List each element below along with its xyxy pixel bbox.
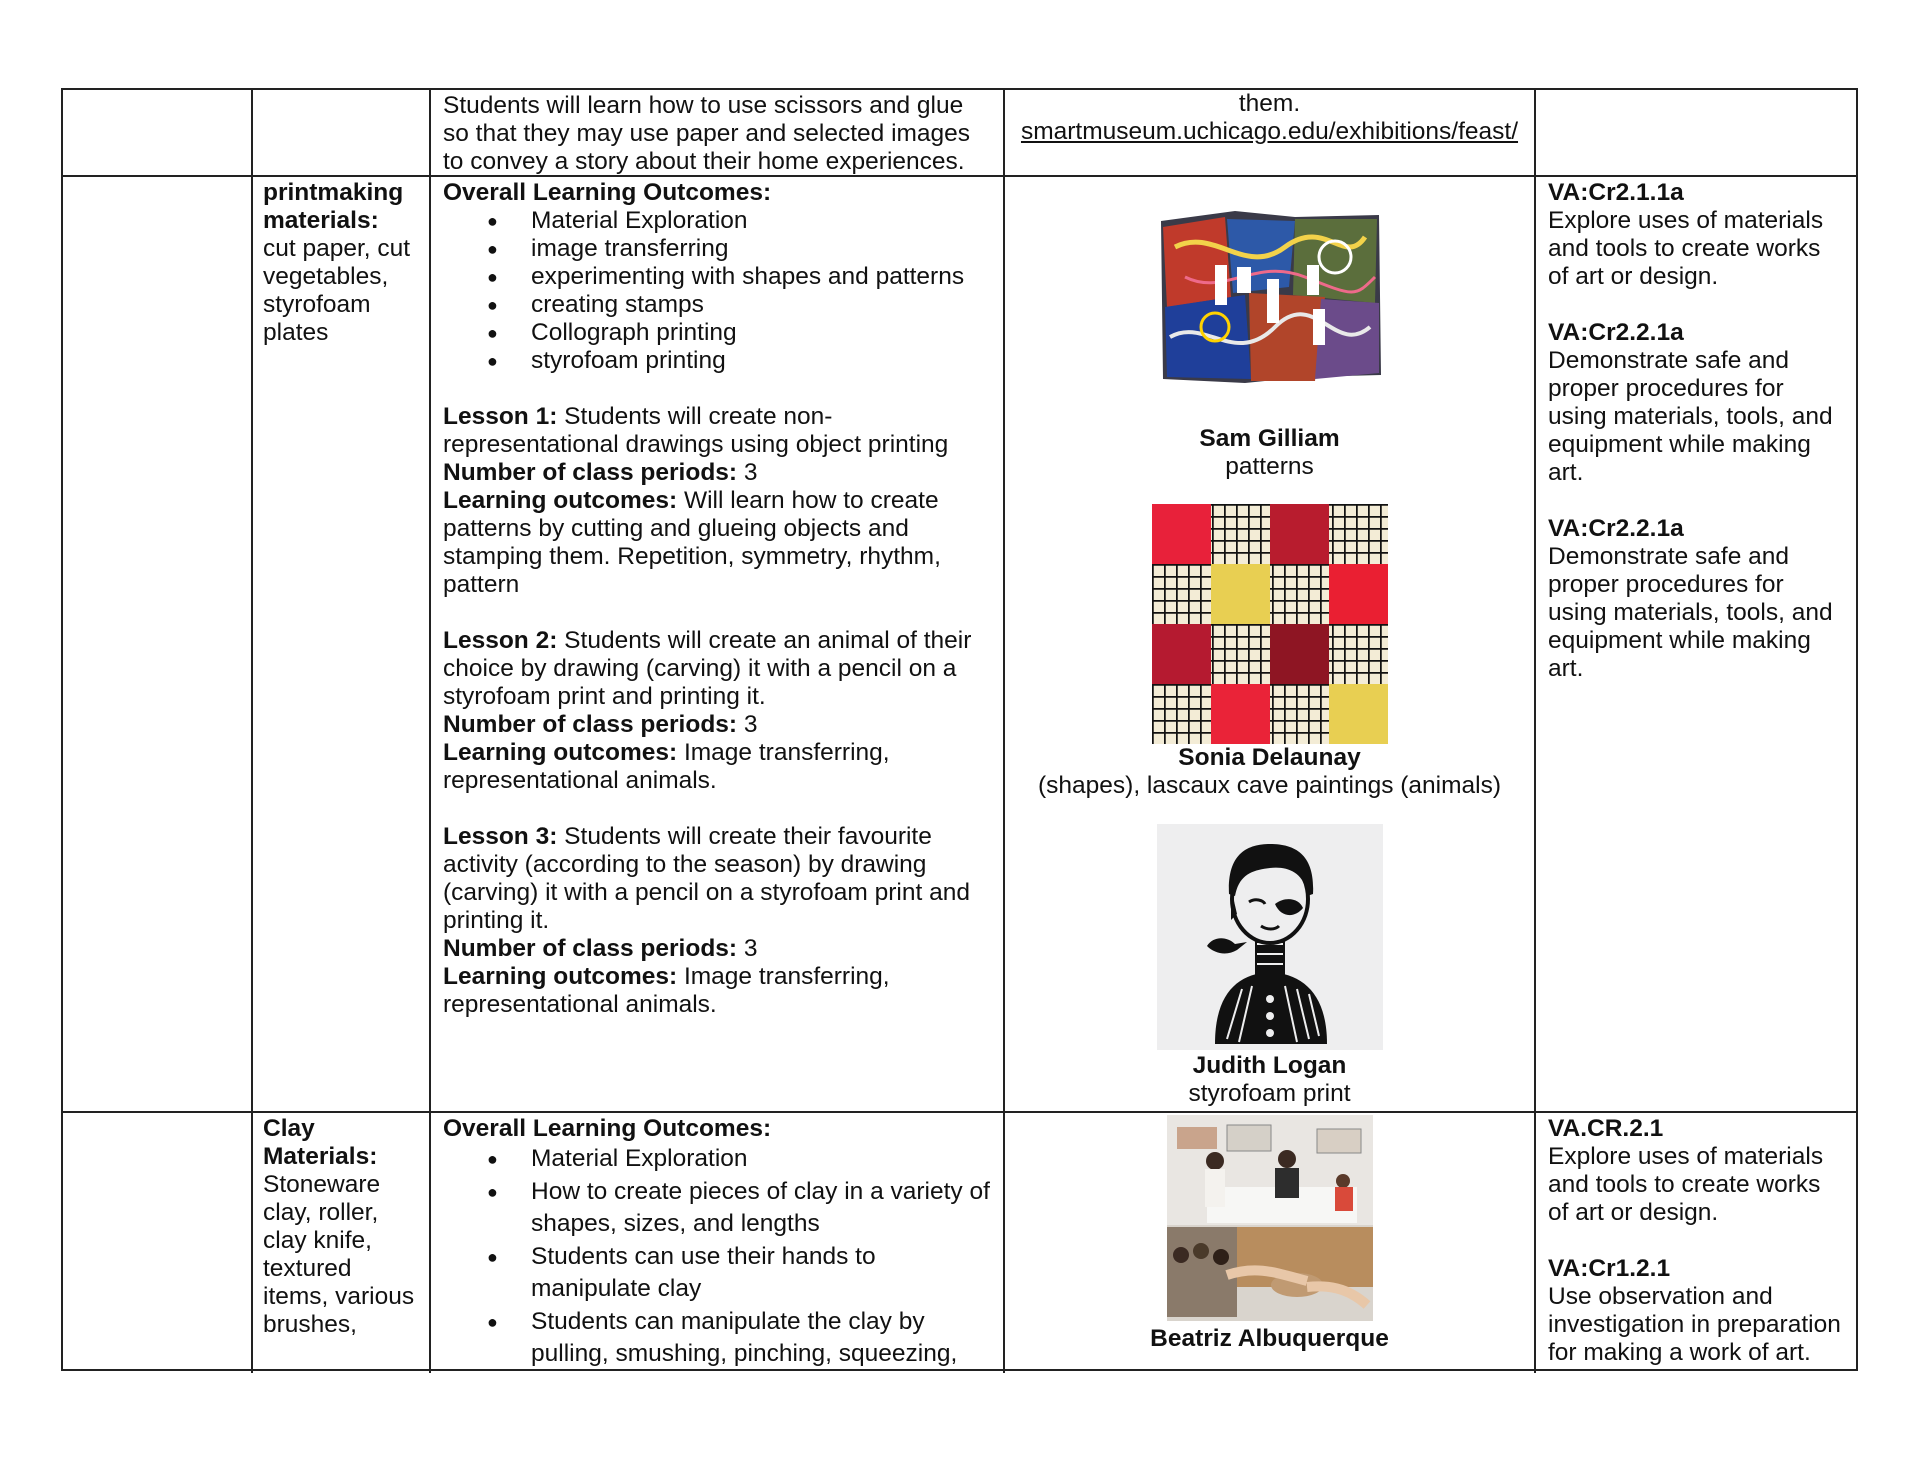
artist-name: Judith Logan [1192, 1052, 1347, 1079]
artist-name: Sonia Delaunay [1178, 744, 1361, 771]
outcomes-title: Overall Learning Outcomes: [443, 1115, 772, 1142]
outcomes-cell [431, 177, 1005, 1111]
artists-cell [1005, 1113, 1536, 1373]
list-item: ● Students can use their hands to manipulate clay [443, 1241, 991, 1306]
list-item: ● How to create pieces of clay in a variety of shapes, sizes, and lengths [443, 1176, 991, 1241]
standard-code: VA:Cr2.2.1a [1548, 515, 1684, 542]
lesson-plan-table [61, 88, 1858, 1371]
materials-text: Stoneware clay, roller, clay knife, textured items, various brushes, [263, 1171, 415, 1338]
description-cell [431, 90, 1005, 175]
materials-cell [253, 177, 431, 1111]
outcomes-label: Learning outcomes: [443, 739, 678, 766]
periods-label: Number of class periods: [443, 711, 738, 738]
outcomes-cell [431, 1113, 1005, 1373]
standard-text: Explore uses of materials and tools to create works of art or design. [1548, 1143, 1824, 1226]
beatriz-albuquerque-photo-image [1167, 1115, 1373, 1321]
empty-cell [63, 177, 253, 1111]
sam-gilliam-artwork-image [1155, 207, 1385, 387]
outcomes-text: Image transferring, representational animals. [443, 963, 890, 1018]
materials-text: cut paper, cut vegetables, styrofoam plates [263, 235, 411, 346]
lesson-title: Lesson 2: [443, 627, 558, 654]
materials-title: printmaking materials: [263, 179, 404, 234]
empty-cell [253, 90, 431, 175]
outcomes-label: Learning outcomes: [443, 487, 678, 514]
periods-value: 3 [737, 935, 758, 962]
artist-note: patterns [1225, 453, 1314, 480]
lesson-3 [443, 823, 991, 1019]
outcomes-text: Will learn how to create patterns by cutting and glueing objects and stamping them. Repetition, symmetry, rhythm, pattern [443, 487, 941, 598]
periods-value: 3 [737, 711, 758, 738]
sonia-delaunay-artwork-image [1152, 504, 1388, 744]
lesson-title: Lesson 1: [443, 403, 558, 430]
materials-cell [253, 1113, 431, 1373]
lesson-1 [443, 403, 991, 599]
judith-logan-artwork-image [1157, 824, 1383, 1050]
list-item: ● styrofoam printing [443, 347, 991, 375]
lesson-title: Lesson 3: [443, 823, 558, 850]
empty-cell [63, 90, 253, 175]
outcomes-title: Overall Learning Outcomes: [443, 179, 772, 206]
standards-cell [1536, 177, 1858, 1111]
standards-cell [1536, 1113, 1858, 1373]
periods-label: Number of class periods: [443, 935, 738, 962]
artist-name: Sam Gilliam [1199, 425, 1340, 452]
list-item: ● Collograph printing [443, 319, 991, 347]
standard-code: VA:Cr1.2.1 [1548, 1255, 1671, 1282]
list-item: ● experimenting with shapes and patterns [443, 263, 991, 291]
empty-cell [1536, 90, 1858, 175]
table-row [63, 90, 1856, 177]
artist-name: Beatriz Albuquerque [1150, 1325, 1389, 1352]
outcomes-list [443, 1143, 991, 1371]
resources-cell [1005, 90, 1536, 175]
empty-cell [63, 1113, 253, 1373]
row1-description: Students will learn how to use scissors and glue so that they may use paper and selected images to convey a story about their home experiences. [443, 92, 971, 175]
lesson-text: Students will create their favourite activity (according to the season) by drawing (carving) it with a pencil on a styrofoam print and printing it. [443, 823, 970, 934]
periods-label: Number of class periods: [443, 459, 738, 486]
artist-note: styrofoam print [1188, 1080, 1351, 1107]
list-item: ● Material Exploration [443, 207, 991, 235]
standard-text: Demonstrate safe and proper procedures for using materials, tools, and equipment while making art. [1548, 543, 1833, 682]
outcomes-label: Learning outcomes: [443, 963, 678, 990]
standard-text: Explore uses of materials and tools to create works of art or design. [1548, 207, 1824, 290]
standard-code: VA:Cr2.1.1a [1548, 179, 1684, 206]
standard-text: Use observation and investigation in preparation for making a work of art. [1548, 1283, 1841, 1366]
lesson-2 [443, 627, 991, 795]
lesson-text: Students will create non-representational drawings using object printing [443, 403, 949, 458]
museum-link[interactable]: smartmuseum.uchicago.edu/exhibitions/feast/ [1020, 118, 1519, 145]
artists-cell [1005, 177, 1536, 1111]
standard-code: VA:Cr2.2.1a [1548, 319, 1684, 346]
lesson-text: Students will create an animal of their choice by drawing (carving) it with a pencil on a styrofoam print and printing it. [443, 627, 972, 710]
standard-code: VA.CR.2.1 [1548, 1115, 1664, 1142]
outcomes-text: Image transferring, representational animals. [443, 739, 890, 794]
list-item: ● creating stamps [443, 291, 991, 319]
outcomes-list [443, 207, 991, 375]
artist-note: (shapes), lascaux cave paintings (animals) [1038, 772, 1501, 799]
table-row [63, 177, 1856, 1113]
table-row [63, 1113, 1856, 1373]
materials-title: Clay Materials: [263, 1115, 378, 1170]
list-item: ● image transferring [443, 235, 991, 263]
list-item: ● Students can manipulate the clay by pulling, smushing, pinching, squeezing, [443, 1306, 991, 1371]
row1-resource-text: them. [1238, 90, 1301, 117]
periods-value: 3 [737, 459, 758, 486]
list-item: ● Material Exploration [443, 1143, 991, 1176]
standard-text: Demonstrate safe and proper procedures for using materials, tools, and equipment while making art. [1548, 347, 1833, 486]
